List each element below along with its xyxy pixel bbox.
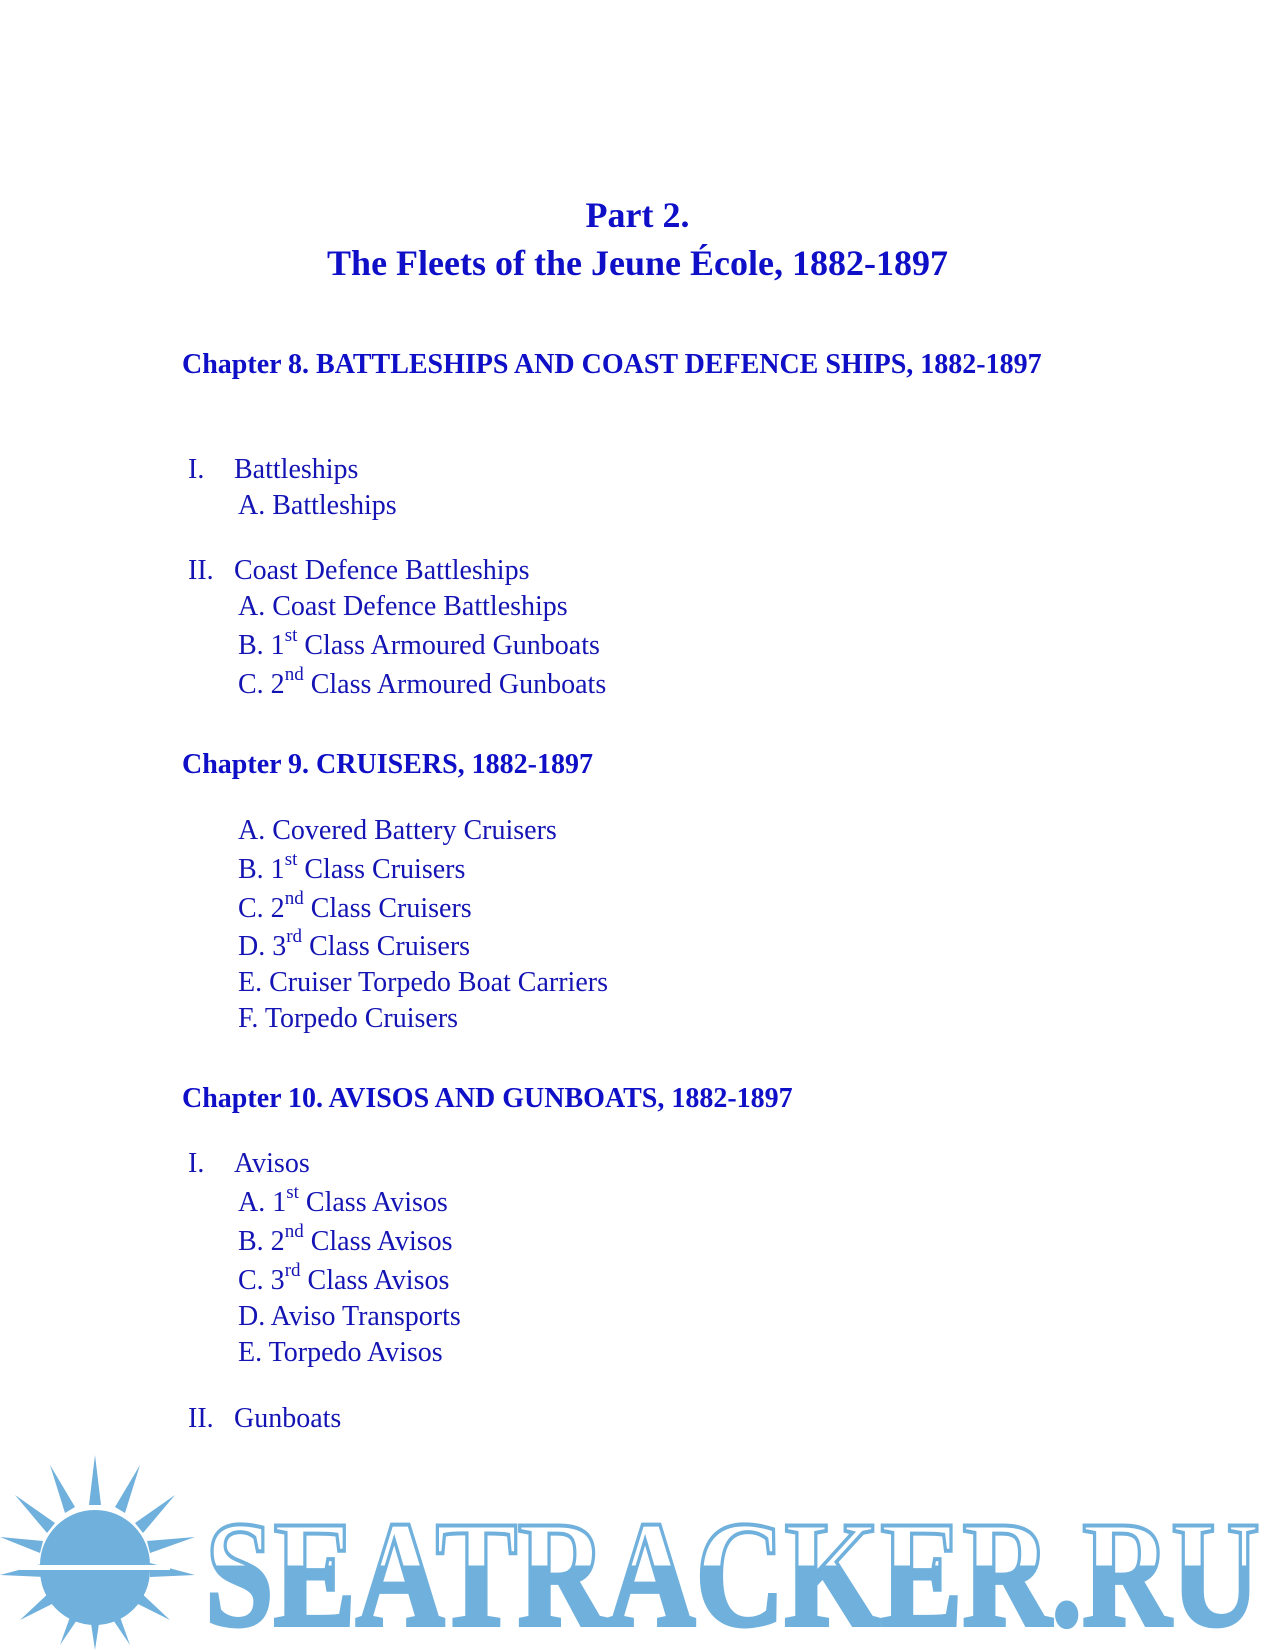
section-numeral-item: I. Avisos bbox=[188, 1148, 310, 1179]
list-item: B. 1st Class Armoured Gunboats bbox=[238, 624, 600, 661]
chapter-8-heading: Chapter 8. BATTLESHIPS AND COAST DEFENCE SHIPS, 1882-1897 bbox=[182, 349, 1042, 380]
sun-rays-icon bbox=[0, 1455, 195, 1650]
watermark-text: SEATRACKER.RU bbox=[205, 1490, 1260, 1650]
list-item: A. Battleships bbox=[238, 490, 397, 521]
watermark bbox=[0, 1445, 1275, 1650]
list-item: E. Torpedo Avisos bbox=[238, 1337, 443, 1368]
part-title: Part 2. bbox=[585, 195, 690, 235]
list-item: B. 1st Class Cruisers bbox=[238, 848, 466, 885]
list-item: C. 2nd Class Cruisers bbox=[238, 887, 472, 924]
list-item: F. Torpedo Cruisers bbox=[238, 1003, 459, 1034]
chapter-10-heading: Chapter 10. AVISOS AND GUNBOATS, 1882-1897 bbox=[182, 1083, 793, 1114]
list-item: D. 3rd Class Cruisers bbox=[238, 925, 471, 962]
section-numeral-item: II. Coast Defence Battleships bbox=[188, 555, 530, 586]
section-numeral-item: I. Battleships bbox=[188, 454, 359, 485]
list-item: A. Coast Defence Battleships bbox=[238, 591, 568, 622]
list-item: A. Covered Battery Cruisers bbox=[238, 815, 557, 846]
list-item: D. Aviso Transports bbox=[238, 1301, 461, 1332]
list-item: E. Cruiser Torpedo Boat Carriers bbox=[238, 967, 608, 998]
list-item: B. 2nd Class Avisos bbox=[238, 1220, 453, 1257]
part-subtitle: The Fleets of the Jeune École, 1882-1897 bbox=[327, 243, 948, 283]
chapter-9-heading: Chapter 9. CRUISERS, 1882-1897 bbox=[182, 749, 593, 780]
list-item: C. 2nd Class Armoured Gunboats bbox=[238, 663, 607, 700]
list-item: A. 1st Class Avisos bbox=[238, 1181, 448, 1218]
list-item: C. 3rd Class Avisos bbox=[238, 1259, 450, 1296]
section-numeral-item: II. Gunboats bbox=[188, 1403, 342, 1434]
